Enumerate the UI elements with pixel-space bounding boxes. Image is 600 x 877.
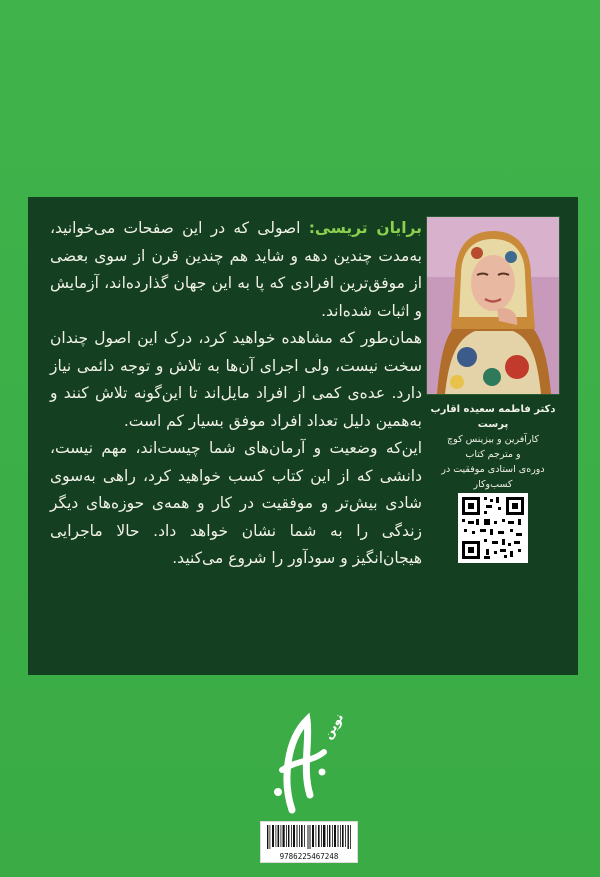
author-name: دکتر فاطمه سعیده اقارب پرست bbox=[430, 404, 556, 430]
author-role-3: دوره‌ی استادی موفقیت در bbox=[441, 464, 545, 475]
author-role-4: کسب‌وکار bbox=[473, 479, 513, 490]
barcode-number: 9786225467248 bbox=[279, 852, 339, 861]
author-caption bbox=[424, 402, 562, 492]
barcode bbox=[260, 821, 358, 863]
blurb-paragraph-3: این‌که وضعیت و آرمان‌های شما چیست‌اند، مهم نیست، دانشی که از این کتاب کسب خواهید کرد، راهی به‌سوی شادی بیش‌تر و موفقیت در کار و همه‌ی حوزه‌های دیگر زندگی را به شما نشان خواهد داد. حالا ماجرایی هیجان‌انگیز و سودآور را شروع می‌کنید. bbox=[50, 439, 422, 567]
paragraph-1-text: اصولی که در این صفحات می‌خوانید، به‌مدت چندین دهه و شاید هم چندین قرن از سوی بعضی از موفق‌ترین افرادی که پا به این جهان گذارده‌اند، آزمایش و اثبات شده‌اند. bbox=[50, 219, 422, 320]
text-panel bbox=[28, 197, 578, 675]
author-photo bbox=[426, 216, 560, 395]
highlight-name: برایان تریسی: bbox=[308, 219, 422, 237]
blurb-text bbox=[50, 215, 422, 573]
barcode-icon bbox=[261, 822, 357, 852]
author-role-1: کارآفرین و بیزینس کوچ bbox=[447, 434, 539, 445]
publisher-logo-icon bbox=[252, 700, 352, 820]
qr-code-icon bbox=[458, 493, 528, 563]
publisher-logo bbox=[252, 700, 352, 820]
logo-small-text: نوین bbox=[320, 710, 347, 742]
portrait-icon bbox=[427, 217, 559, 394]
blurb-paragraph-1 bbox=[50, 215, 422, 325]
blurb-paragraph-2: همان‌طور که مشاهده خواهید کرد، درک این اصول چندان سخت نیست، ولی اجرای آن‌ها به تلاش و توجه دائمی نیاز دارد. عده‌ی کمی از افراد مایل‌اند تا این‌گونه تلاش کنند و به‌همین دلیل تعداد افراد موفق بسیار کم است. bbox=[50, 329, 422, 430]
author-role-2: و مترجم کتاب bbox=[465, 449, 521, 460]
